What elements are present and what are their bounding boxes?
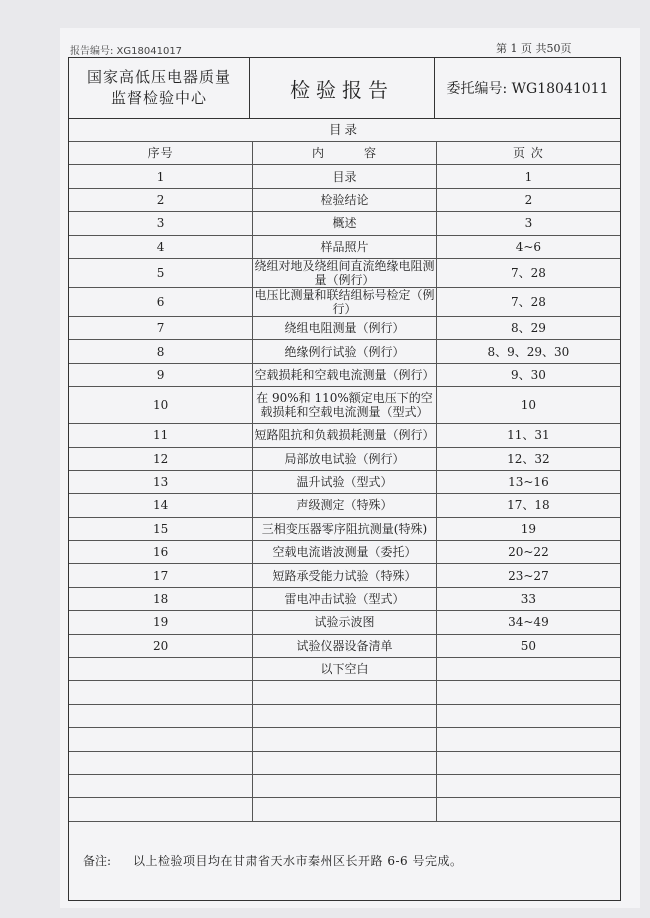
row-page: 2 xyxy=(436,188,620,211)
row-content: 试验示波图 xyxy=(253,611,437,634)
row-number: 17 xyxy=(69,564,253,587)
row-number: 1 xyxy=(69,165,253,188)
row-page: 33 xyxy=(436,587,620,610)
row-content xyxy=(253,728,437,751)
table-row xyxy=(69,447,620,470)
row-number xyxy=(69,798,253,821)
table-row xyxy=(69,494,620,517)
row-content: 概述 xyxy=(253,212,437,235)
row-number: 9 xyxy=(69,363,253,386)
row-content: 雷电冲击试验（型式） xyxy=(253,587,437,610)
row-page: 19 xyxy=(436,517,620,540)
row-content xyxy=(253,798,437,821)
row-page: 8、9、29、30 xyxy=(436,340,620,363)
row-content: 声级测定（特殊） xyxy=(253,494,437,517)
row-page xyxy=(436,774,620,797)
page-info: 第 1 页 共50页 xyxy=(496,42,572,55)
row-content: 以下空白 xyxy=(253,658,437,681)
title-row xyxy=(69,58,620,119)
row-page: 4~6 xyxy=(436,235,620,258)
table-row xyxy=(69,316,620,339)
col-header-page: 页 次 xyxy=(436,142,620,165)
row-content: 温升试验（型式） xyxy=(253,470,437,493)
organization-name xyxy=(69,58,250,118)
table-row xyxy=(69,424,620,447)
table-row xyxy=(69,564,620,587)
table-row xyxy=(69,658,620,681)
row-content: 短路承受能力试验（特殊） xyxy=(253,564,437,587)
row-number: 16 xyxy=(69,541,253,564)
report-number: 报告编号: XG18041017 xyxy=(70,46,183,57)
row-page: 9、30 xyxy=(436,363,620,386)
row-page: 11、31 xyxy=(436,424,620,447)
row-number: 7 xyxy=(69,316,253,339)
row-number xyxy=(69,658,253,681)
row-page: 8、29 xyxy=(436,316,620,339)
row-content: 绕组对地及绕组间直流绝缘电阻测量（例行） xyxy=(254,258,435,287)
row-content: 检验结论 xyxy=(253,188,437,211)
row-content: 绝缘例行试验（例行） xyxy=(253,340,437,363)
row-number: 13 xyxy=(69,470,253,493)
toc-header-row xyxy=(69,142,620,165)
row-number: 15 xyxy=(69,517,253,540)
row-page xyxy=(436,728,620,751)
col-header-content: 内 容 xyxy=(253,142,437,165)
row-content: 短路阻抗和负载损耗测量（例行） xyxy=(253,424,437,447)
table-row xyxy=(69,751,620,774)
table-row xyxy=(69,587,620,610)
table-row xyxy=(69,798,620,821)
row-number: 12 xyxy=(69,447,253,470)
row-content: 空载电流谐波测量（委托） xyxy=(253,541,437,564)
row-content xyxy=(253,681,437,704)
table-row xyxy=(69,287,620,316)
table-row xyxy=(69,517,620,540)
row-number xyxy=(69,751,253,774)
report-form xyxy=(68,57,621,901)
row-number: 8 xyxy=(69,340,253,363)
row-number: 6 xyxy=(69,287,253,316)
report-title: 检验报告 xyxy=(250,58,435,118)
row-number: 20 xyxy=(69,634,253,657)
row-content: 三相变压器零序阻抗测量(特殊) xyxy=(253,517,437,540)
toc-caption-row xyxy=(69,119,620,142)
row-page: 7、28 xyxy=(436,258,620,287)
row-page: 20~22 xyxy=(436,541,620,564)
row-page: 34~49 xyxy=(436,611,620,634)
row-page: 3 xyxy=(436,212,620,235)
row-content: 局部放电试验（例行） xyxy=(253,447,437,470)
col-header-no: 序号 xyxy=(69,142,253,165)
row-page: 13~16 xyxy=(436,470,620,493)
org-line-2: 监督检验中心 xyxy=(110,89,207,107)
table-row xyxy=(69,258,620,287)
row-number xyxy=(69,704,253,727)
table-row xyxy=(69,212,620,235)
row-page: 7、28 xyxy=(436,287,620,316)
table-row xyxy=(69,188,620,211)
row-content xyxy=(253,774,437,797)
row-page xyxy=(436,704,620,727)
row-number: 18 xyxy=(69,587,253,610)
row-content xyxy=(253,704,437,727)
row-content: 在 90%和 110%额定电压下的空载损耗和空载电流测量（型式） xyxy=(253,387,437,424)
toc-caption: 目录 xyxy=(69,119,620,142)
row-page: 23~27 xyxy=(436,564,620,587)
table-row xyxy=(69,235,620,258)
row-page: 17、18 xyxy=(436,494,620,517)
table-row xyxy=(69,387,620,424)
row-content: 绕组电阻测量（例行） xyxy=(253,316,437,339)
row-page: 12、32 xyxy=(436,447,620,470)
toc-table xyxy=(69,119,620,900)
row-number xyxy=(69,728,253,751)
table-row xyxy=(69,681,620,704)
row-content: 样品照片 xyxy=(253,235,437,258)
table-row xyxy=(69,541,620,564)
row-content: 目录 xyxy=(253,165,437,188)
row-number xyxy=(69,681,253,704)
row-page: 50 xyxy=(436,634,620,657)
row-page xyxy=(436,681,620,704)
row-content: 电压比测量和联结组标号检定（例行） xyxy=(254,287,435,316)
row-number xyxy=(69,774,253,797)
table-row xyxy=(69,165,620,188)
row-content: 空载损耗和空载电流测量（例行） xyxy=(253,363,437,386)
table-row xyxy=(69,774,620,797)
row-content: 试验仪器设备清单 xyxy=(253,634,437,657)
table-row xyxy=(69,340,620,363)
row-number: 14 xyxy=(69,494,253,517)
table-row xyxy=(69,611,620,634)
entrust-number: 委托编号: WG18041011 xyxy=(446,81,609,97)
table-row xyxy=(69,728,620,751)
row-number: 10 xyxy=(69,387,253,424)
row-number: 3 xyxy=(69,212,253,235)
row-number: 19 xyxy=(69,611,253,634)
row-number: 5 xyxy=(69,258,253,287)
row-page: 1 xyxy=(436,165,620,188)
row-page xyxy=(436,798,620,821)
table-row xyxy=(69,634,620,657)
org-line-1: 国家高低压电器质量 xyxy=(86,68,231,86)
note-label: 备注: xyxy=(83,853,112,868)
row-page xyxy=(436,751,620,774)
table-row xyxy=(69,704,620,727)
row-page xyxy=(436,658,620,681)
row-number: 11 xyxy=(69,424,253,447)
row-number: 2 xyxy=(69,188,253,211)
note-row xyxy=(69,821,620,900)
row-content xyxy=(253,751,437,774)
row-page: 10 xyxy=(436,387,620,424)
row-number: 4 xyxy=(69,235,253,258)
table-row xyxy=(69,363,620,386)
note-text: 以上检验项目均在甘肃省天水市秦州区长开路 6-6 号完成。 xyxy=(133,853,463,868)
table-row xyxy=(69,470,620,493)
